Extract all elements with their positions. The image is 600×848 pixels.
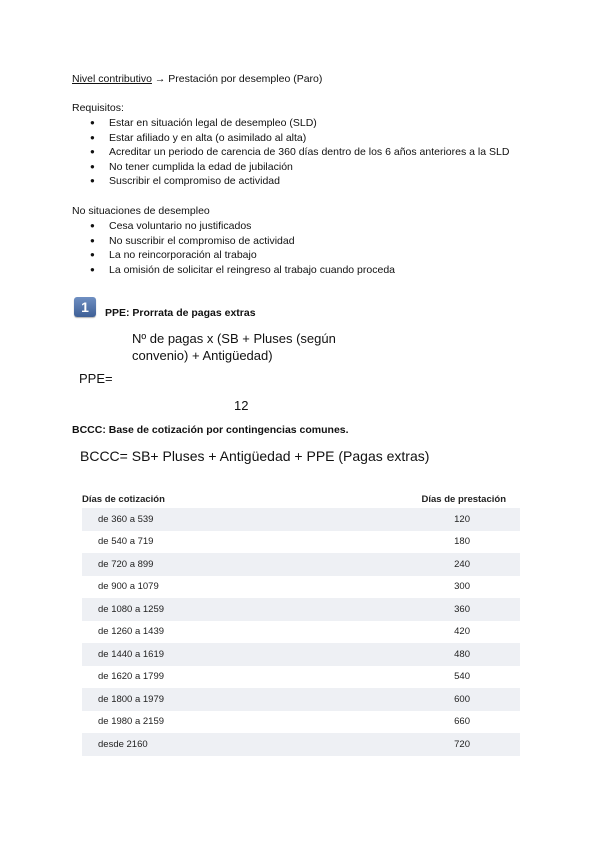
- cell-prestacion: 120: [282, 508, 520, 531]
- table-row: [82, 598, 520, 621]
- cell-prestacion: 480: [282, 643, 520, 666]
- table-row: [82, 576, 520, 599]
- prestacion-table: [82, 491, 520, 756]
- requisitos-title: Requisitos:: [72, 102, 124, 114]
- table-header-row: [82, 491, 520, 508]
- cell-cotizacion: de 1440 a 1619: [82, 643, 282, 666]
- arrow-icon: →: [151, 73, 169, 85]
- table-row: [82, 733, 520, 756]
- table-row: [82, 666, 520, 689]
- list-item: ● Estar afiliado y en alta (o asimilado al alta): [90, 131, 530, 146]
- ppe-formula-label: PPE=: [79, 371, 113, 386]
- column-header-cotizacion: Días de cotización: [82, 494, 165, 505]
- bccc-formula: BCCC= SB+ Pluses + Antigüedad + PPE (Pagas extras): [80, 448, 430, 464]
- cell-cotizacion: de 1260 a 1439: [98, 626, 165, 638]
- cell-prestacion: 720: [282, 733, 520, 756]
- number-one-icon: 1: [74, 297, 96, 317]
- list-item: ● Suscribir el compromiso de actividad: [90, 174, 530, 189]
- table-row: [82, 621, 520, 644]
- table-row: [82, 531, 520, 554]
- column-header-prestacion: Días de prestación: [421, 494, 506, 505]
- cell-prestacion: 360: [282, 598, 520, 621]
- cell-prestacion: 240: [282, 553, 520, 576]
- cell-cotizacion: de 360 a 539: [82, 508, 282, 531]
- list-item: ● La no reincorporación al trabajo: [90, 248, 530, 263]
- cell-cotizacion: de 1080 a 1259: [82, 598, 282, 621]
- cell-prestacion: 660: [454, 716, 470, 728]
- cell-cotizacion: desde 2160: [82, 733, 282, 756]
- table-row: [82, 508, 520, 531]
- cell-prestacion: 420: [454, 626, 470, 638]
- cell-prestacion: 600: [282, 688, 520, 711]
- table-row: [82, 553, 520, 576]
- bccc-title: BCCC: Base de cotización por contingencias comunes.: [72, 424, 349, 436]
- list-item: ● Acreditar un periodo de carencia de 360 días dentro de los 6 años anteriores a la SLD: [90, 145, 530, 160]
- cell-cotizacion: de 1620 a 1799: [98, 671, 165, 683]
- cell-cotizacion: de 540 a 719: [98, 536, 154, 548]
- no-situaciones-title: No situaciones de desempleo: [72, 205, 210, 217]
- ppe-formula-denominator: 12: [234, 398, 249, 413]
- heading-underlined: Nivel contributivo: [72, 73, 152, 85]
- cell-cotizacion: de 720 a 899: [82, 553, 282, 576]
- table-row: [82, 643, 520, 666]
- list-item: ● No tener cumplida la edad de jubilación: [90, 160, 530, 175]
- list-item: ● Estar en situación legal de desempleo (SLD): [90, 116, 530, 131]
- cell-cotizacion: de 1800 a 1979: [82, 688, 282, 711]
- heading-line: [72, 72, 322, 87]
- no-situaciones-list: [90, 219, 530, 277]
- table-row: [82, 711, 520, 734]
- cell-prestacion: 540: [454, 671, 470, 683]
- list-item: ● La omisión de solicitar el reingreso al trabajo cuando proceda: [90, 263, 530, 278]
- ppe-title: PPE: Prorrata de pagas extras: [105, 307, 256, 319]
- ppe-formula-numerator: Nº de pagas x (SB + Pluses (según convenio) + Antigüedad): [132, 331, 336, 363]
- requisitos-list: [90, 116, 530, 189]
- list-item: ● Cesa voluntario no justificados: [90, 219, 530, 234]
- cell-cotizacion: de 900 a 1079: [98, 581, 159, 593]
- list-item: ● No suscribir el compromiso de actividad: [90, 234, 530, 249]
- table-row: [82, 688, 520, 711]
- heading-rest: Prestación por desempleo (Paro): [168, 73, 323, 85]
- cell-prestacion: 180: [454, 536, 470, 548]
- cell-cotizacion: de 1980 a 2159: [98, 716, 165, 728]
- cell-prestacion: 300: [454, 581, 470, 593]
